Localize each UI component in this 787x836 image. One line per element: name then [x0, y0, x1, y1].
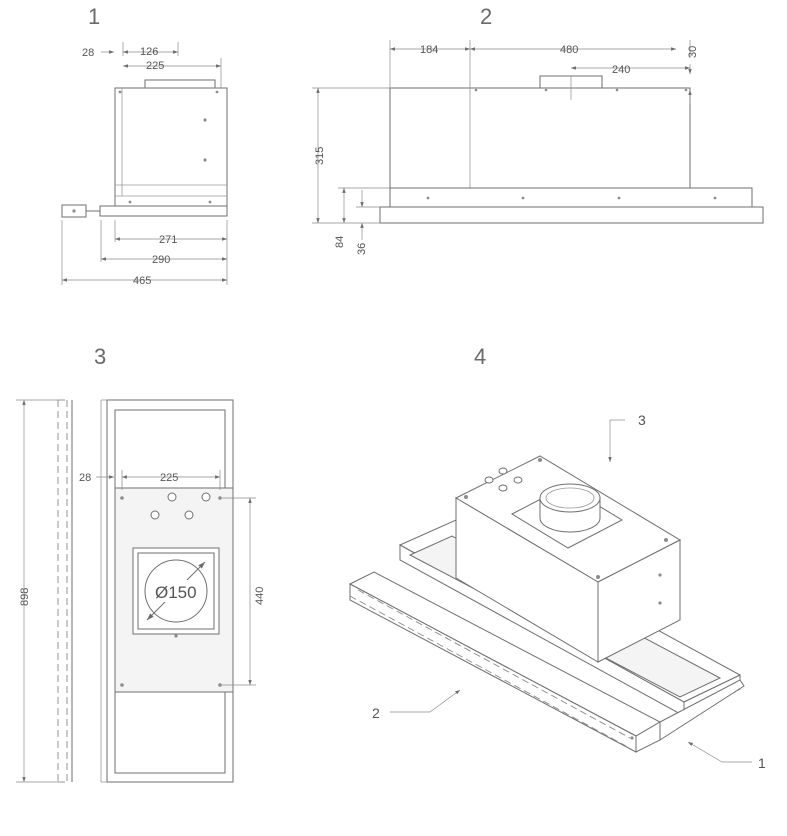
view-3-top: [16, 344, 266, 782]
dim-side-271: 271: [159, 234, 178, 246]
front-body: [390, 88, 690, 188]
view-2-front: [312, 4, 763, 255]
side-body: [115, 88, 227, 208]
front-visor: [380, 207, 763, 223]
dim-side-126: 126: [140, 46, 159, 58]
dim-front-315: 315: [314, 146, 326, 165]
side-visor: [100, 206, 227, 216]
dim-front-184: 184: [420, 44, 439, 56]
dim-top-225: 225: [160, 472, 179, 484]
dim-front-84: 84: [334, 235, 346, 248]
view-2-number: 2: [480, 4, 493, 29]
dim-side-225: 225: [146, 60, 165, 72]
dim-side-290: 290: [152, 254, 171, 266]
dim-top-28: 28: [79, 472, 92, 484]
dim-top-898: 898: [19, 587, 31, 606]
front-frame: [390, 188, 752, 207]
callout-3: 3: [638, 412, 646, 428]
view-1-side: [62, 4, 227, 287]
side-outlet: [145, 80, 215, 88]
dim-side-465: 465: [133, 275, 152, 287]
view-3-number: 3: [94, 344, 107, 369]
dim-front-36: 36: [356, 242, 368, 255]
dim-front-480: 480: [560, 44, 579, 56]
dim-front-30: 30: [687, 45, 699, 58]
dim-side-28: 28: [82, 47, 95, 59]
view-4-isometric: [350, 344, 766, 771]
view-4-number: 4: [474, 344, 487, 369]
callout-1: 1: [758, 755, 766, 771]
dim-top-diameter: Ø150: [155, 583, 197, 602]
dim-top-440: 440: [254, 586, 266, 605]
view-1-number: 1: [88, 4, 101, 29]
dim-front-240: 240: [612, 64, 631, 76]
callout-2: 2: [372, 705, 380, 721]
